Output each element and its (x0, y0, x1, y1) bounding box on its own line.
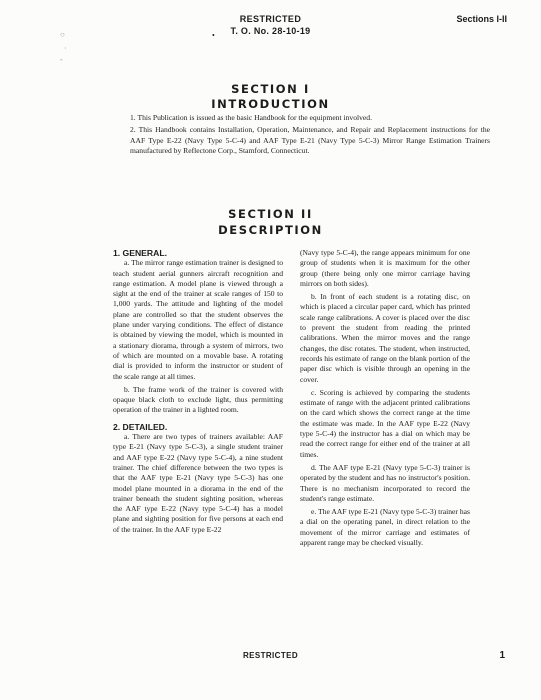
margin-mark: · (64, 44, 67, 53)
general-heading: 1. GENERAL. (113, 248, 167, 258)
left-column (113, 248, 283, 535)
general-para-b: b. The frame work of the trainer is covered with opaque black cloth to exclude light, thus permitting operation of the trainer in a lighted room. (113, 384, 283, 415)
detailed-para-a: a. There are two types of trainers available: AAF type E-21 (Navy type 5-C-3), a single student trainer and AAF type E-22 (Navy type 5-C-4), a nine student trainer. The chief difference between the two types is that the AAF type E-21 (Navy type 5-C-3) has one model plane mounted in a diorama in the end of the trainer beneath the student sighting position, whereas the AAF type E-22 (Navy type 5-C-4) has a model plane and sighting position for five persons at each end of the trainer. In the AAF type E-22 (113, 432, 283, 534)
footer-classification: RESTRICTED (242, 651, 299, 660)
page-number: 1 (499, 650, 505, 661)
intro-paragraph-1: 1. This Publication is issued as the basic Handbook for the equipment involved. (130, 113, 372, 122)
header-classification: RESTRICTED (239, 14, 302, 24)
intro-paragraph-2: 2. This Handbook contains Installation, Operation, Maintenance, and Repair and Replacement instructions for the AAF Type E-22 (Navy Type 5-C-4) and AAF Type E-21 (Navy Type 5-C-3) Mirror Range Estimation Trainers manufactured by Reflectone Corp., Stamford, Connecticut. (130, 125, 490, 156)
section-2-title: DESCRIPTION (218, 223, 323, 237)
section-2-number: SECTION II (228, 207, 313, 221)
introduction-text (130, 113, 490, 157)
detailed-para-a-continued: (Navy type 5-C-4), the range appears minimum for one group of students when it is maximum for the other group (there being only one mirror carriage having mirrors on both sides). (300, 248, 470, 288)
detailed-para-e: e. The AAF type E-21 (Navy type 5-C-3) trainer has a dial on the operating panel, in direct relation to the movement of the mirror carriage and estimates of apparent range may be checked visually. (300, 507, 470, 548)
margin-mark: ○ (60, 30, 65, 39)
right-column (300, 248, 470, 548)
detailed-heading: 2. DETAILED. (113, 421, 168, 432)
margin-mark: ˆ (60, 58, 63, 67)
header-bullet: • (212, 31, 215, 40)
tech-order-number: T. O. No. 28-10-19 (230, 26, 311, 36)
detailed-para-b: b. In front of each student is a rotating disc, on which is placed a circular paper card, which has printed scale range calibrations. A cover is placed over the disc to prevent the student from reading the printed calibrations. When the mirror moves and the range changes, the disc rotates. The student, when instructed, records his estimate of range on the blank portion of the paper disc which is visible through an opening in the cover. (300, 292, 470, 384)
general-para-a: a. The mirror range estimation trainer is designed to teach student aerial gunners aircraft recognition and range estimation. A model plane is viewed through a sight at the end of the trainer at scale ranges of 150 to 1,000 yards. The attitude and lighting of the model plane are controlled so that the student observes the plane under varying conditions. The effect of distance is obtained by viewing the model, which is mounted in a stationary diorama, through a system of mirrors, two of which are mounted on a movable base. A rotating dial is provided to inform the instructor or student of the scale range at all times. (113, 258, 283, 381)
section-1-number: SECTION I (231, 82, 310, 96)
detailed-para-d: d. The AAF type E-21 (Navy type 5-C-3) trainer is operated by the student and has no instructor's position. There is no mechanism incorporated to record the student's range estimate. (300, 462, 470, 503)
section-1-title: INTRODUCTION (211, 97, 330, 111)
detailed-para-c: c. Scoring is achieved by comparing the students estimate of range with the adjacent printed calibrations on the card which shows the correct range at the time the estimate was made. In the AAF type E-22 (Navy type 5-C-4) the instructor has a dial on which may be read the correct range for either end of the trainer at all times. (300, 387, 470, 459)
header-sections: Sections I-II (456, 14, 507, 24)
